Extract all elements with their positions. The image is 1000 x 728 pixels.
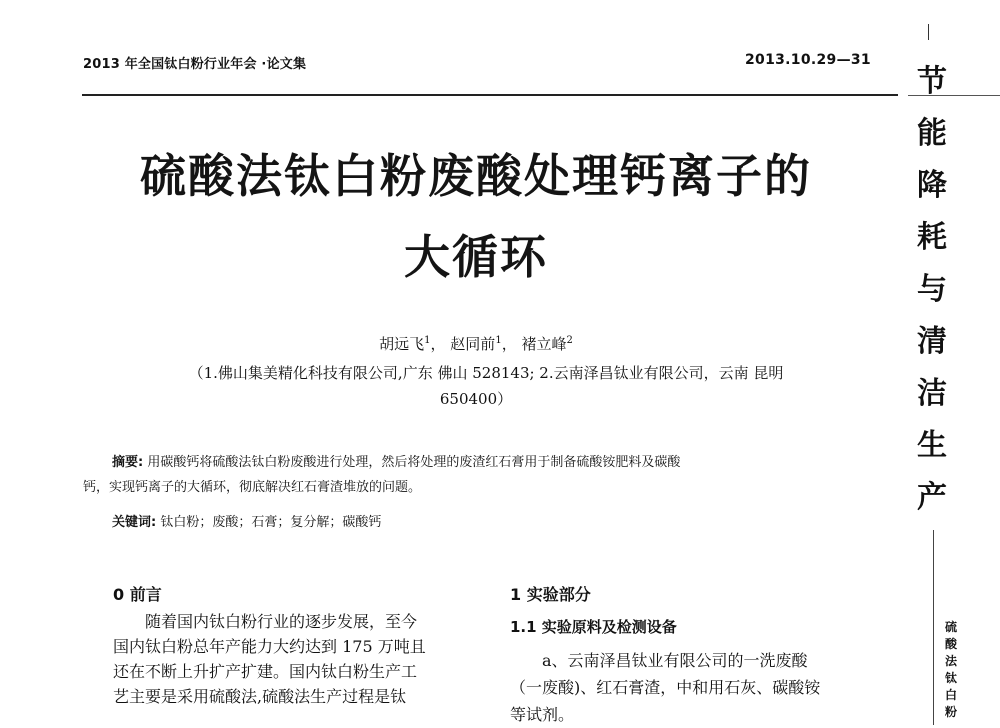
intro-body bbox=[113, 609, 495, 709]
author-name: 胡远飞 bbox=[379, 335, 425, 353]
abstract bbox=[83, 450, 872, 500]
sidebar-char: 能 bbox=[917, 116, 947, 151]
running-header-left: 2013 年全国钛白粉行业年会 ·论文集 bbox=[83, 57, 307, 72]
sidebar-small-char: 酸 bbox=[944, 637, 957, 651]
author-affil-mark: 1 bbox=[424, 335, 431, 346]
keywords-text: 钛白粉；废酸；石膏；复分解；碳酸钙 bbox=[160, 515, 382, 530]
body-line: （一废酸)、红石膏渣，中和用石灰、碳酸铵 bbox=[510, 678, 821, 697]
authors: 胡远飞$^1$， 赵同前$^1$， 褚立峰$^2$ bbox=[379, 335, 573, 353]
sidebar-running-title bbox=[936, 619, 966, 721]
section-heading-experiment: 1 实验部分 bbox=[510, 585, 591, 604]
sidebar-small-char: 粉 bbox=[944, 705, 957, 719]
body-line: 艺主要是采用硫酸法,硫酸法生产过程是钛 bbox=[113, 687, 407, 706]
section-heading-intro: 0 前言 bbox=[113, 585, 162, 604]
paper-title-line-1: 硫酸法钛白粉废酸处理钙离子的 bbox=[140, 149, 812, 203]
author-affil-mark: 2 bbox=[566, 335, 573, 346]
body-line: 等试剂。 bbox=[510, 705, 575, 724]
sidebar-char: 生 bbox=[917, 428, 947, 463]
abstract-text: 用碳酸钙将硫酸法钛白粉废酸进行处理，然后将处理的废渣红石膏用于制备硫酸铵肥料及碳酸 bbox=[147, 455, 681, 470]
body-line: 国内钛白粉总年产能力大约达到 175 万吨且 bbox=[113, 637, 426, 656]
sidebar-char: 洁 bbox=[917, 376, 947, 411]
abstract-text-cont: 钙，实现钙离子的大循环，彻底解决红石膏渣堆放的问题。 bbox=[83, 480, 422, 495]
sidebar-small-char: 钛 bbox=[944, 671, 957, 685]
sidebar-char: 耗 bbox=[917, 220, 947, 255]
sidebar-char: 与 bbox=[917, 272, 947, 307]
affiliation-line-1: （1.佛山集美精化科技有限公司,广东 佛山 528143; 2.云南泽昌钛业有限公司，云南 昆明 bbox=[188, 364, 784, 382]
body-line: 随着国内钛白粉行业的逐步发展，至今 bbox=[145, 612, 418, 631]
abstract-label: 摘要: bbox=[112, 455, 144, 470]
affiliation-line-2: 650400） bbox=[439, 390, 513, 408]
sidebar-char: 清 bbox=[917, 324, 947, 359]
sidebar-section-title bbox=[908, 56, 956, 524]
author-name: 赵同前 bbox=[450, 335, 496, 353]
sidebar-char: 节 bbox=[917, 64, 947, 99]
header-rule bbox=[82, 94, 898, 96]
keywords-label: 关键词: bbox=[112, 515, 157, 530]
paper-title-line-2: 大循环 bbox=[404, 230, 548, 284]
body-line: a、云南泽昌钛业有限公司的一洗废酸 bbox=[542, 651, 808, 670]
author-name: 褚立峰 bbox=[521, 335, 567, 353]
sidebar-tick bbox=[928, 24, 929, 40]
sidebar-small-char: 白 bbox=[944, 688, 957, 702]
sidebar-small-char: 硫 bbox=[944, 620, 957, 634]
sidebar-char: 产 bbox=[917, 480, 947, 515]
subsection-heading-materials: 1.1 实验原料及检测设备 bbox=[510, 618, 677, 636]
sidebar-vertical-rule bbox=[933, 530, 934, 725]
keywords bbox=[112, 511, 381, 530]
author-affil-mark: 1 bbox=[495, 335, 502, 346]
materials-body bbox=[510, 647, 890, 728]
running-header-date: 2013.10.29—31 bbox=[745, 52, 871, 68]
sidebar-small-char: 法 bbox=[944, 654, 957, 668]
body-line: 还在不断上升扩产扩建。国内钛白粉生产工 bbox=[113, 662, 418, 681]
sidebar-char: 降 bbox=[917, 168, 947, 203]
